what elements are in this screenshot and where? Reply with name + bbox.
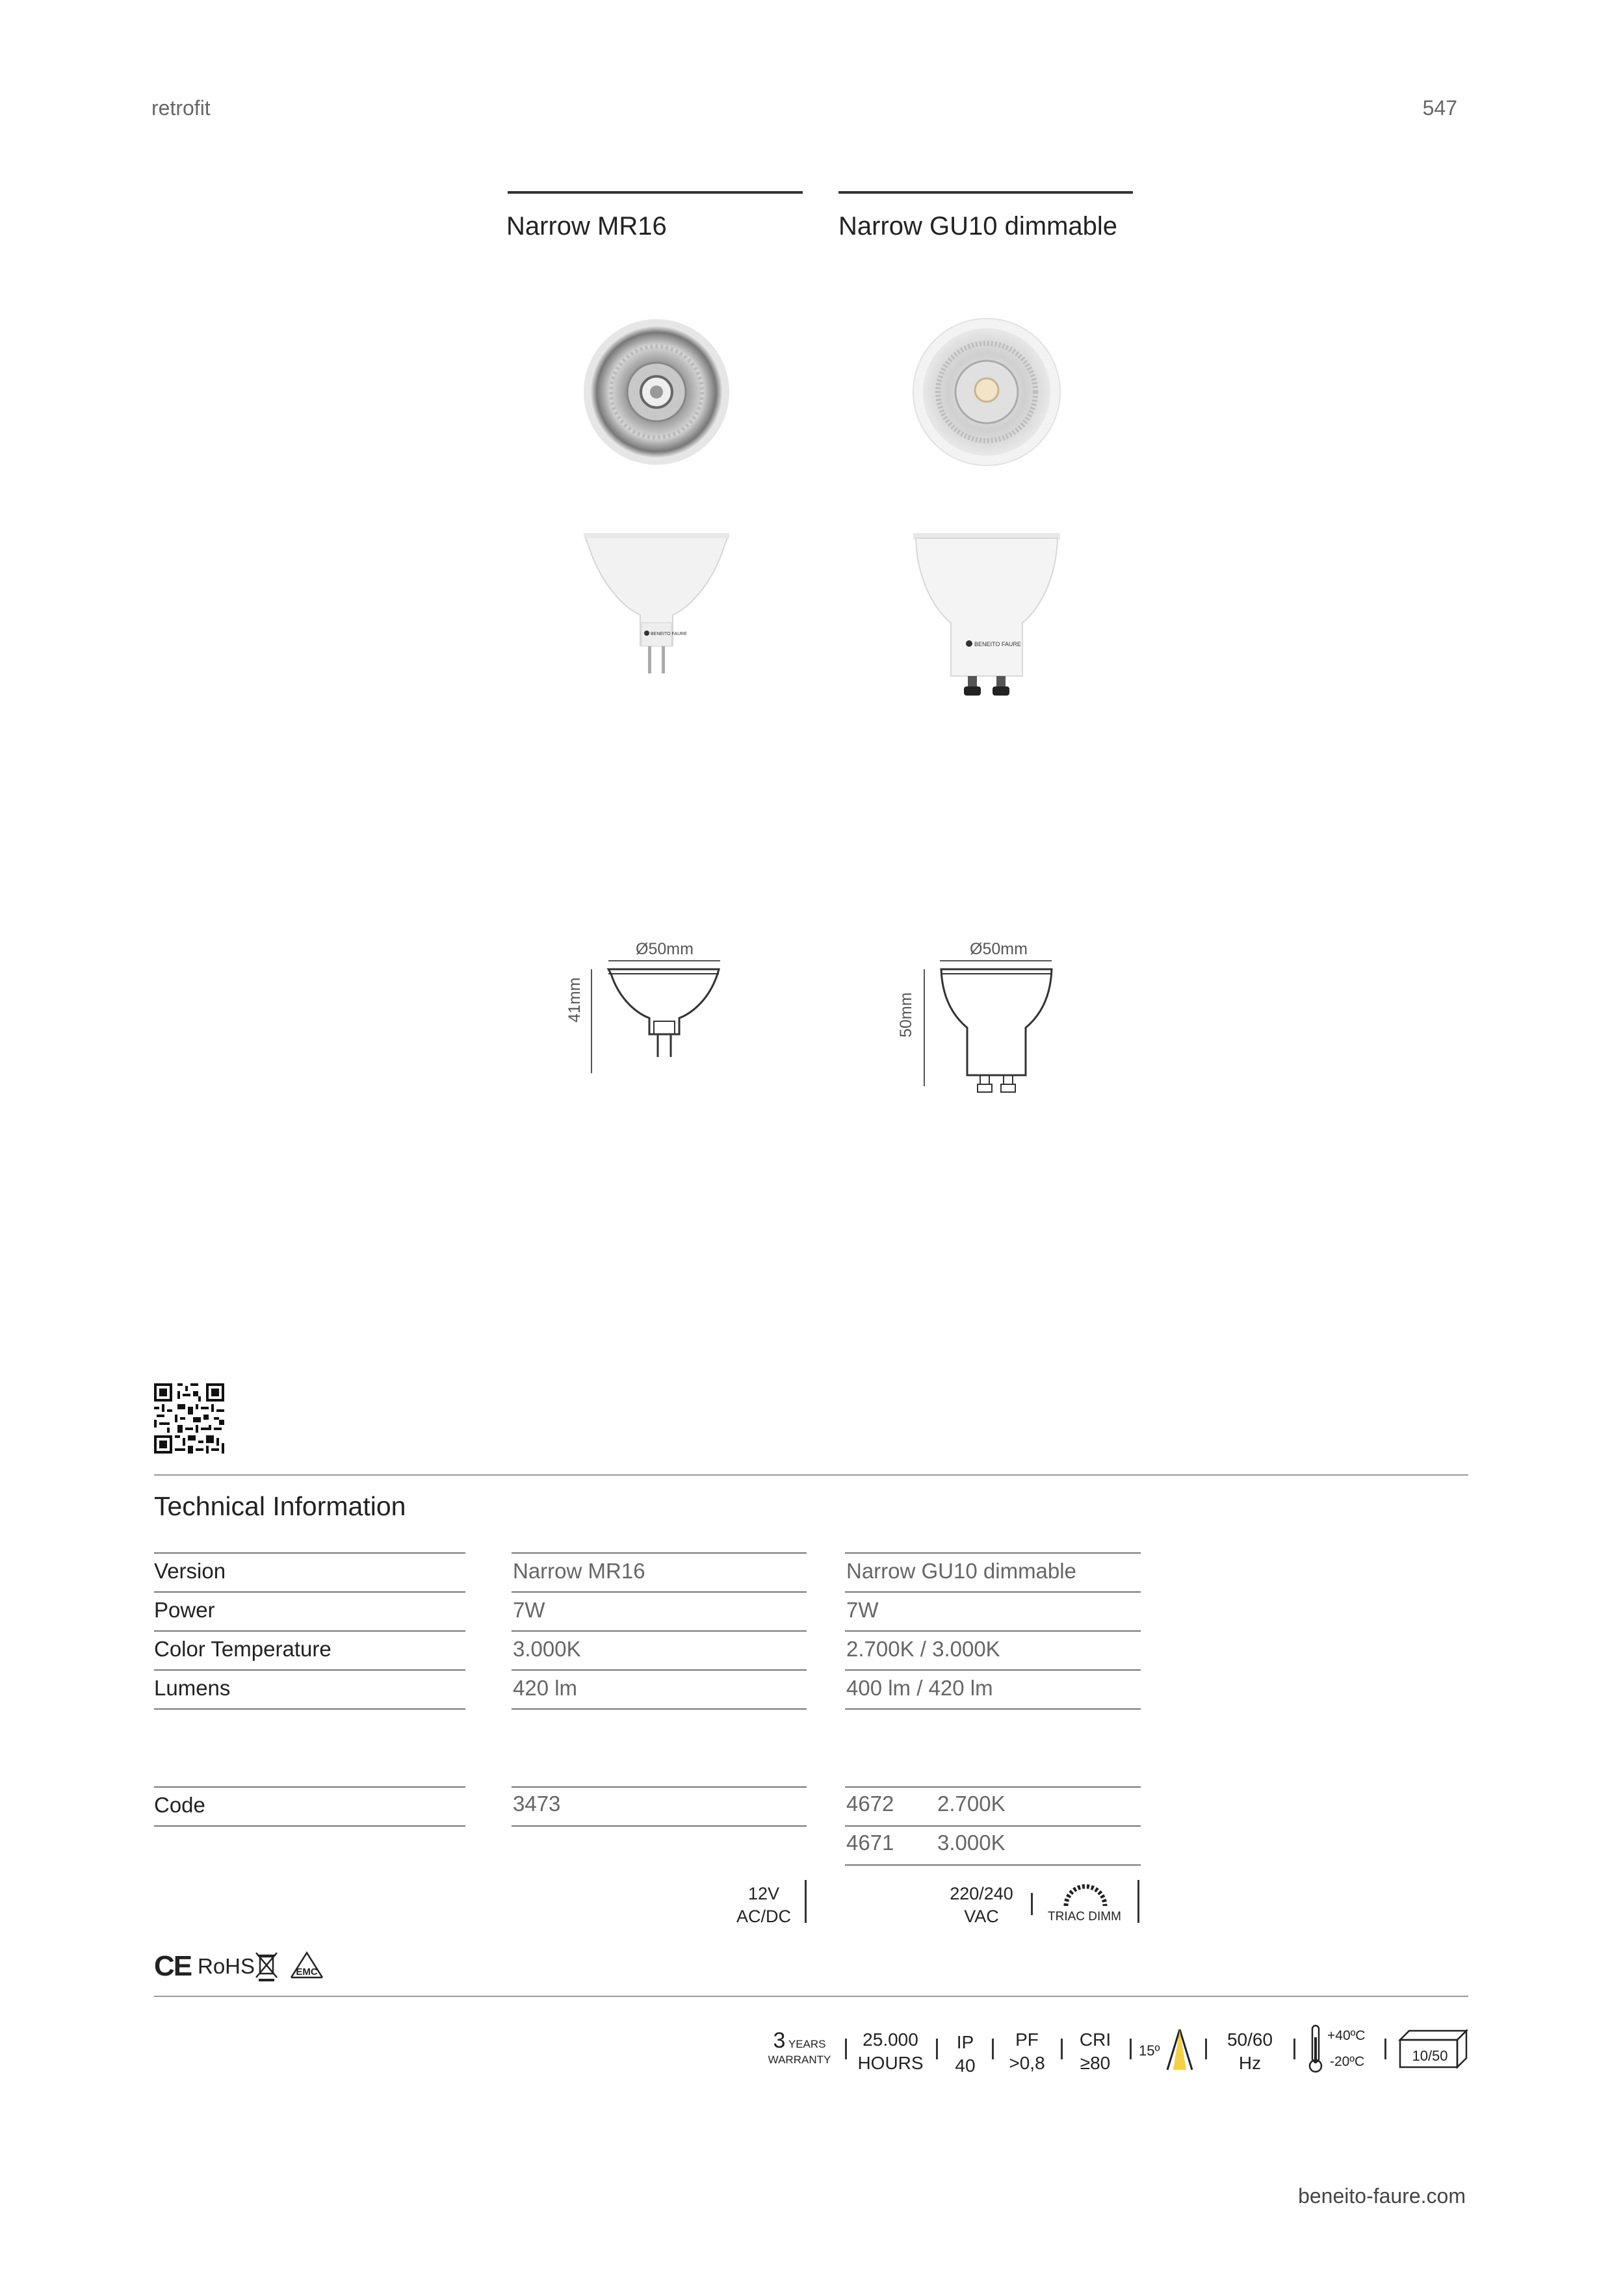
pf-value: >0,8	[1009, 2053, 1045, 2074]
section-divider	[154, 1474, 1468, 1476]
table-rule	[512, 1825, 807, 1827]
mr16-height-label: 41mm	[565, 977, 584, 1023]
product-2-title: Narrow GU10 dimmable	[838, 212, 1118, 241]
gu10-front-image	[912, 317, 1061, 467]
separator	[992, 2039, 994, 2059]
gu10-code-1: 4672	[846, 1792, 894, 1816]
row-label-version: Version	[154, 1559, 226, 1583]
cri-value: ≥80	[1080, 2053, 1111, 2074]
gu10-voltage-type: VAC	[964, 1907, 999, 1927]
box-quantity-value: 10/50	[1412, 2048, 1448, 2064]
table-rule	[154, 1786, 465, 1788]
table-rule	[154, 1708, 465, 1710]
mr16-code: 3473	[513, 1792, 561, 1816]
min-temperature: -20ºC	[1330, 2054, 1365, 2069]
cri-label: CRI	[1079, 2029, 1111, 2050]
table-rule	[845, 1786, 1141, 1788]
table-rule	[512, 1786, 807, 1788]
table-rule	[512, 1552, 807, 1554]
separator	[845, 2039, 847, 2059]
table-rule	[154, 1591, 465, 1593]
mr16-diameter-label: Ø50mm	[636, 940, 694, 958]
mr16-power: 7W	[513, 1598, 545, 1622]
mr16-voltage	[728, 1883, 799, 1928]
hours-label: HOURS	[857, 2053, 924, 2074]
mr16-color-temperature: 3.000K	[513, 1637, 581, 1661]
ip-value: 40	[955, 2055, 976, 2076]
warranty-unit: YEARS	[788, 2038, 826, 2050]
product-1-title: Narrow MR16	[506, 212, 667, 241]
mr16-front-image	[582, 317, 731, 467]
gu10-code-2-temp: 3.000K	[937, 1831, 1006, 1855]
beam-angle-value: 15º	[1139, 2042, 1160, 2059]
mr16-lumens: 420 lm	[513, 1676, 578, 1700]
mr16-version: Narrow MR16	[513, 1559, 645, 1583]
product-1-rule	[508, 191, 803, 194]
table-rule	[512, 1669, 807, 1671]
table-rule	[154, 1669, 465, 1671]
ip-rating	[946, 2031, 985, 2078]
separator	[1205, 2039, 1207, 2059]
thermometer-icon	[1306, 2024, 1325, 2074]
cri-rating	[1069, 2028, 1121, 2076]
gu10-voltage	[936, 1883, 1027, 1928]
separator	[1061, 2039, 1063, 2059]
mr16-side-image	[582, 532, 731, 681]
table-rule	[845, 1864, 1141, 1866]
mr16-dimension-drawing	[585, 959, 728, 1089]
lifetime-hours	[855, 2028, 926, 2076]
mr16-voltage-type: AC/DC	[736, 1907, 791, 1927]
mr16-voltage-value: 12V	[747, 1884, 780, 1903]
pf-label: PF	[1015, 2029, 1039, 2050]
row-label-power: Power	[154, 1598, 215, 1622]
separator	[805, 1880, 807, 1923]
table-rule	[512, 1591, 807, 1593]
specs-divider	[154, 1996, 1468, 1997]
row-label-code: Code	[154, 1793, 205, 1817]
separator	[1137, 1880, 1139, 1923]
triac-dimm-label: TRIAC DIMM	[1048, 1910, 1121, 1924]
max-temperature: +40ºC	[1327, 2028, 1366, 2043]
ce-mark: CE	[154, 1950, 192, 1982]
gu10-code-2: 4671	[846, 1831, 894, 1855]
website-link[interactable]: beneito-faure.com	[1298, 2184, 1466, 2208]
table-rule	[512, 1630, 807, 1632]
gu10-voltage-value: 220/240	[950, 1884, 1013, 1903]
separator	[1130, 2039, 1132, 2059]
gu10-logo-text: BENEITO FAURE	[974, 641, 1021, 647]
warranty-value: 3	[773, 2028, 786, 2053]
power-factor	[1001, 2028, 1053, 2076]
table-rule	[154, 1825, 465, 1827]
gu10-code-1-temp: 2.700K	[937, 1792, 1006, 1816]
frequency-label: Hz	[1238, 2053, 1262, 2074]
warranty-icon	[767, 2028, 832, 2067]
emc-mark	[289, 1950, 325, 1980]
table-rule	[154, 1630, 465, 1632]
emc-mark-text: EMC	[296, 1966, 318, 1977]
separator	[1293, 2039, 1295, 2059]
gu10-power: 7W	[846, 1598, 879, 1622]
gu10-dimension-drawing	[916, 959, 1059, 1109]
qr-code[interactable]	[154, 1383, 224, 1454]
separator	[1384, 2039, 1386, 2059]
gu10-lumens: 400 lm / 420 lm	[846, 1676, 993, 1700]
gu10-height-label: 50mm	[897, 992, 915, 1037]
separator	[936, 2039, 938, 2059]
dimmable-icon	[1059, 1883, 1111, 1909]
table-rule	[845, 1669, 1141, 1671]
table-rule	[845, 1708, 1141, 1710]
weee-bin-icon	[253, 1950, 279, 1981]
frequency	[1214, 2028, 1286, 2076]
gu10-diameter-label: Ø50mm	[970, 940, 1028, 958]
table-rule	[845, 1591, 1141, 1593]
table-rule	[845, 1630, 1141, 1632]
warranty-label: WARRANTY	[768, 2054, 831, 2066]
ip-label: IP	[956, 2032, 974, 2052]
row-label-color-temperature: Color Temperature	[154, 1637, 331, 1661]
gu10-color-temperature: 2.700K / 3.000K	[846, 1637, 1000, 1661]
hours-value: 25.000	[863, 2029, 918, 2050]
gu10-side-image	[912, 532, 1061, 701]
mr16-logo-text: BENEITO FAURE	[651, 632, 687, 636]
beam-angle-icon	[1163, 2027, 1196, 2072]
row-label-lumens: Lumens	[154, 1676, 231, 1700]
section-name: retrofit	[151, 96, 211, 120]
frequency-value: 50/60	[1227, 2029, 1273, 2050]
technical-info-title: Technical Information	[154, 1491, 406, 1521]
table-rule	[154, 1552, 465, 1554]
table-rule	[845, 1552, 1141, 1554]
product-2-rule	[838, 191, 1133, 194]
table-rule	[512, 1708, 807, 1710]
table-rule	[845, 1825, 1141, 1827]
gu10-version: Narrow GU10 dimmable	[846, 1559, 1076, 1583]
rohs-mark: RoHS	[198, 1954, 255, 1978]
separator	[1031, 1893, 1033, 1915]
page-number: 547	[1422, 96, 1457, 120]
